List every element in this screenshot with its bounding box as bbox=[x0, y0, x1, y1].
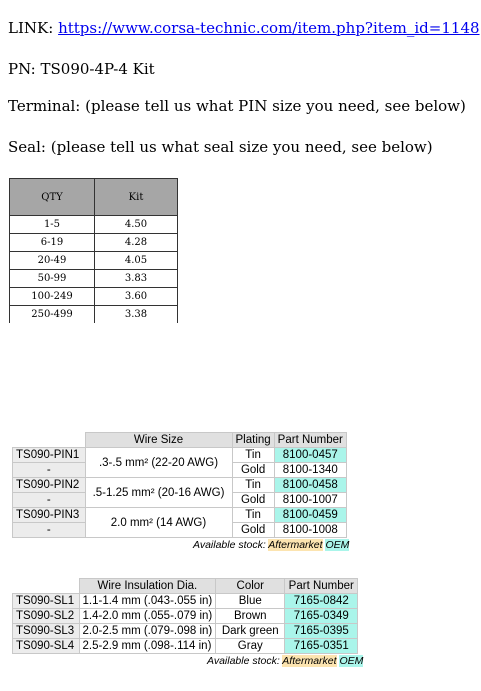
part-number-cell: 7165-0842 bbox=[285, 594, 358, 609]
pin-name: TS090-PIN2 bbox=[13, 478, 86, 493]
qty-header: QTY bbox=[10, 179, 95, 216]
link-label: LINK: bbox=[8, 19, 54, 37]
price-cell: 3.38 bbox=[95, 306, 178, 324]
seal-table bbox=[12, 578, 358, 654]
table-row bbox=[13, 508, 347, 523]
qty-cell: 6-19 bbox=[10, 234, 95, 252]
pin-table bbox=[12, 432, 347, 538]
insulation-header: Wire Insulation Dia. bbox=[79, 579, 216, 594]
plating-cell: Tin bbox=[232, 478, 274, 493]
qty-cell: 20-49 bbox=[10, 252, 95, 270]
table-row bbox=[13, 624, 358, 639]
aftermarket-legend: Aftermarket bbox=[268, 539, 323, 551]
kit-header: Kit bbox=[95, 179, 178, 216]
table-row bbox=[10, 306, 178, 324]
table-row bbox=[10, 288, 178, 306]
part-number-header: Part Number bbox=[285, 579, 358, 594]
qty-cell: 100-249 bbox=[10, 288, 95, 306]
pin-sub: - bbox=[13, 523, 86, 538]
pin-name: TS090-PIN1 bbox=[13, 448, 86, 463]
insulation-cell: 2.0-2.5 mm (.079-.098 in) bbox=[79, 624, 216, 639]
plating-cell: Gold bbox=[232, 493, 274, 508]
wire-size-cell: .5-1.25 mm² (20-16 AWG) bbox=[85, 478, 232, 508]
available-label: Available stock: bbox=[193, 539, 266, 551]
terminal-line: Terminal: (please tell us what PIN size you need, see below) bbox=[8, 97, 466, 115]
price-cell: 4.05 bbox=[95, 252, 178, 270]
color-cell: Gray bbox=[216, 639, 285, 654]
pin-sub: - bbox=[13, 463, 86, 478]
part-number-cell: 8100-0458 bbox=[274, 478, 346, 493]
insulation-cell: 1.4-2.0 mm (.055-.079 in) bbox=[79, 609, 216, 624]
table-row bbox=[10, 234, 178, 252]
pin-available-stock bbox=[193, 539, 349, 551]
qty-cell: 250-499 bbox=[10, 306, 95, 324]
table-row bbox=[13, 448, 347, 463]
wire-size-cell: 2.0 mm² (14 AWG) bbox=[85, 508, 232, 538]
insulation-cell: 1.1-1.4 mm (.043-.055 in) bbox=[79, 594, 216, 609]
seal-name: TS090-SL3 bbox=[13, 624, 80, 639]
wire-size-header: Wire Size bbox=[85, 433, 232, 448]
price-cell: 4.28 bbox=[95, 234, 178, 252]
part-number-cell: 7165-0351 bbox=[285, 639, 358, 654]
oem-legend: OEM bbox=[325, 539, 350, 551]
price-cell: 3.60 bbox=[95, 288, 178, 306]
plating-header: Plating bbox=[232, 433, 274, 448]
table-row bbox=[13, 609, 358, 624]
seal-available-stock bbox=[207, 655, 363, 667]
plating-cell: Gold bbox=[232, 463, 274, 478]
item-link[interactable]: https://www.corsa-technic.com/item.php?item_id=1148 bbox=[58, 19, 480, 37]
pin-sub: - bbox=[13, 493, 86, 508]
seal-name: TS090-SL1 bbox=[13, 594, 80, 609]
part-number-cell: 8100-1340 bbox=[274, 463, 346, 478]
plating-cell: Tin bbox=[232, 448, 274, 463]
part-number-cell: 8100-0459 bbox=[274, 508, 346, 523]
table-row bbox=[10, 270, 178, 288]
part-number-cell: 7165-0395 bbox=[285, 624, 358, 639]
table-row bbox=[13, 594, 358, 609]
color-cell: Dark green bbox=[216, 624, 285, 639]
insulation-cell: 2.5-2.9 mm (.098-.114 in) bbox=[79, 639, 216, 654]
table-row bbox=[13, 478, 347, 493]
price-table bbox=[9, 178, 178, 323]
available-label: Available stock: bbox=[207, 655, 280, 667]
color-cell: Brown bbox=[216, 609, 285, 624]
price-cell: 4.50 bbox=[95, 216, 178, 234]
plating-cell: Gold bbox=[232, 523, 274, 538]
plating-cell: Tin bbox=[232, 508, 274, 523]
aftermarket-legend: Aftermarket bbox=[282, 655, 337, 667]
part-number-header: Part Number bbox=[274, 433, 346, 448]
seal-line: Seal: (please tell us what seal size you need, see below) bbox=[8, 138, 433, 156]
table-row bbox=[13, 639, 358, 654]
oem-legend: OEM bbox=[339, 655, 364, 667]
seal-name: TS090-SL4 bbox=[13, 639, 80, 654]
color-header: Color bbox=[216, 579, 285, 594]
pin-name: TS090-PIN3 bbox=[13, 508, 86, 523]
table-row bbox=[10, 252, 178, 270]
wire-size-cell: .3-.5 mm² (22-20 AWG) bbox=[85, 448, 232, 478]
qty-cell: 50-99 bbox=[10, 270, 95, 288]
part-number-line: PN: TS090-4P-4 Kit bbox=[8, 60, 155, 78]
color-cell: Blue bbox=[216, 594, 285, 609]
table-row bbox=[10, 216, 178, 234]
part-number-cell: 7165-0349 bbox=[285, 609, 358, 624]
price-cell: 3.83 bbox=[95, 270, 178, 288]
part-number-cell: 8100-1008 bbox=[274, 523, 346, 538]
link-line bbox=[8, 19, 480, 37]
seal-name: TS090-SL2 bbox=[13, 609, 80, 624]
part-number-cell: 8100-0457 bbox=[274, 448, 346, 463]
part-number-cell: 8100-1007 bbox=[274, 493, 346, 508]
qty-cell: 1-5 bbox=[10, 216, 95, 234]
